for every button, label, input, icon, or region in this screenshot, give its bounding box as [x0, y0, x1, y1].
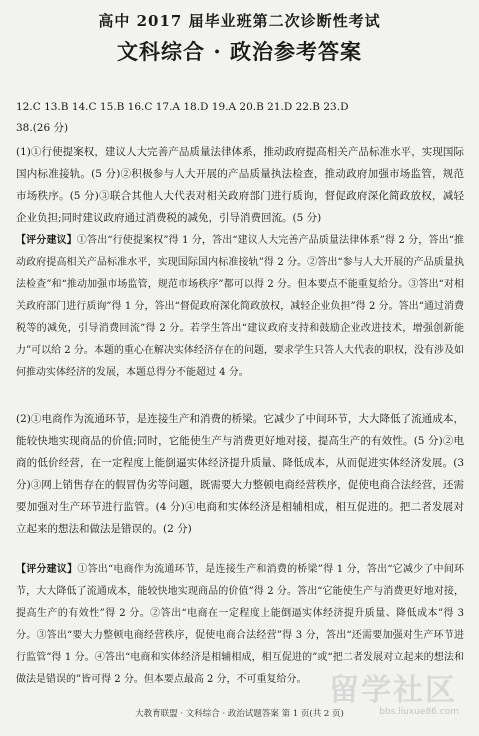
question-38-header: 38.(26 分)	[16, 122, 69, 134]
subject-title: 文科综合 · 政治参考答案	[117, 39, 362, 64]
scoring-guide-text: ①答出“电商作为流通环节，是连接生产和消费的桥梁”得 1 分，答出“它减少了中间环节，大大降低了流通成本，能较快地实现商品的价值”得 2 分。答出“它能使生产与消费更好地对接，提高生产的有效性”得 2 分。②答出“电商在一定程度上能倒逼实体经济提升质量、降低成本”得 3 分。③答出“要大力整顿电商经营秩序，促使电商合法经营”得 3 分，答出“还需要加强对生产环节进行监管”得 1 分。④答出“电商和实体经济是相辅相成，相互促进的”或“把二者发展对立起来的想法和做法是错误的”皆可得 2 分。但本要点最高 2 分，不可重复给分。	[16, 564, 464, 685]
page-footer: 大教育联盟 · 文科综合 · 政治试题答案 第 1 页(共 2 页)	[135, 709, 344, 719]
part1-answer: (1)①行使提案权，建议人大完善产品质量法律体系，推动政府提高相关产品标准水平，实现国际国内标准接轨。(5 分)②积极参与人大开展的产品质量执法检查，推动政府加强市场监管，规范市场秩序。(5 分)③联合其他人大代表对相关政府部门进行质询，督促政府深化简政放权，减轻企业负担;同时建议政府通过消费税的减免，引导消费回流。(5 分)	[16, 146, 464, 224]
site-watermark	[315, 665, 465, 727]
scoring-guide-label: 【评分建议】	[16, 564, 78, 575]
scoring-guide-label: 【评分建议】	[16, 235, 77, 246]
part2-answer: (2)①电商作为流通环节，是连接生产和消费的桥梁。它减少了中间环节，大大降低了流通成本，能较快地实现商品的价值;同时，它能使生产与消费更好地对接，提高生产的有效性。(5 分)②电商的低价经营，在一定程度上能倒逼实体经济提升质量、降低成本，从而促进实体经济发展。(3 分)③网上销售存在的假冒伪劣等问题，既需要大力整顿电商经营秩序，促使电商合法经营，还需要加强对生产环节进行监管。(4 分)④电商和实体经济是相辅相成，相互促进的。把二者发展对立起来的想法和做法是错误的。(2 分)	[16, 413, 464, 535]
scoring-guide-text: ①答出“行使提案权”得 1 分，答出“建议人大完善产品质量法律体系”得 2 分，答出“推动政府提高相关产品标准水平，实现国际国内标准接轨”得 2 分。②答出“参与人大开展的产品质量执法检查”和“推动加强市场监管，规范市场秩序”都可以得 2 分。但本要点不能重复给分。③答出“对相关政府部门进行质询”得 1 分，答出“督促政府深化简政放权，减轻企业负担”得 2 分。答出“通过消费税等的减免，引导消费回流”得 2 分。若学生答出“建议政府支持和鼓励企业改进技术，增强创新能力”可以给 2 分。本题的重心在解决实体经济存在的问题，要求学生只答人大代表的职权，没有涉及如何推动实体经济的发展，本题总得分不能超过 4 分。	[16, 235, 464, 378]
exam-title: 高中 2017 届毕业班第二次诊断性考试	[98, 12, 381, 30]
watermark-url: bbs.liuxue86.com	[379, 707, 459, 717]
part1-scoring-guide	[16, 230, 464, 384]
multiple-choice-answer-key: 12.C 13.B 14.C 15.B 16.C 17.A 18.D 19.A 20.B 21.D 22.B 23.D	[16, 101, 349, 113]
watermark-logo-text: 留学社区	[329, 673, 457, 708]
